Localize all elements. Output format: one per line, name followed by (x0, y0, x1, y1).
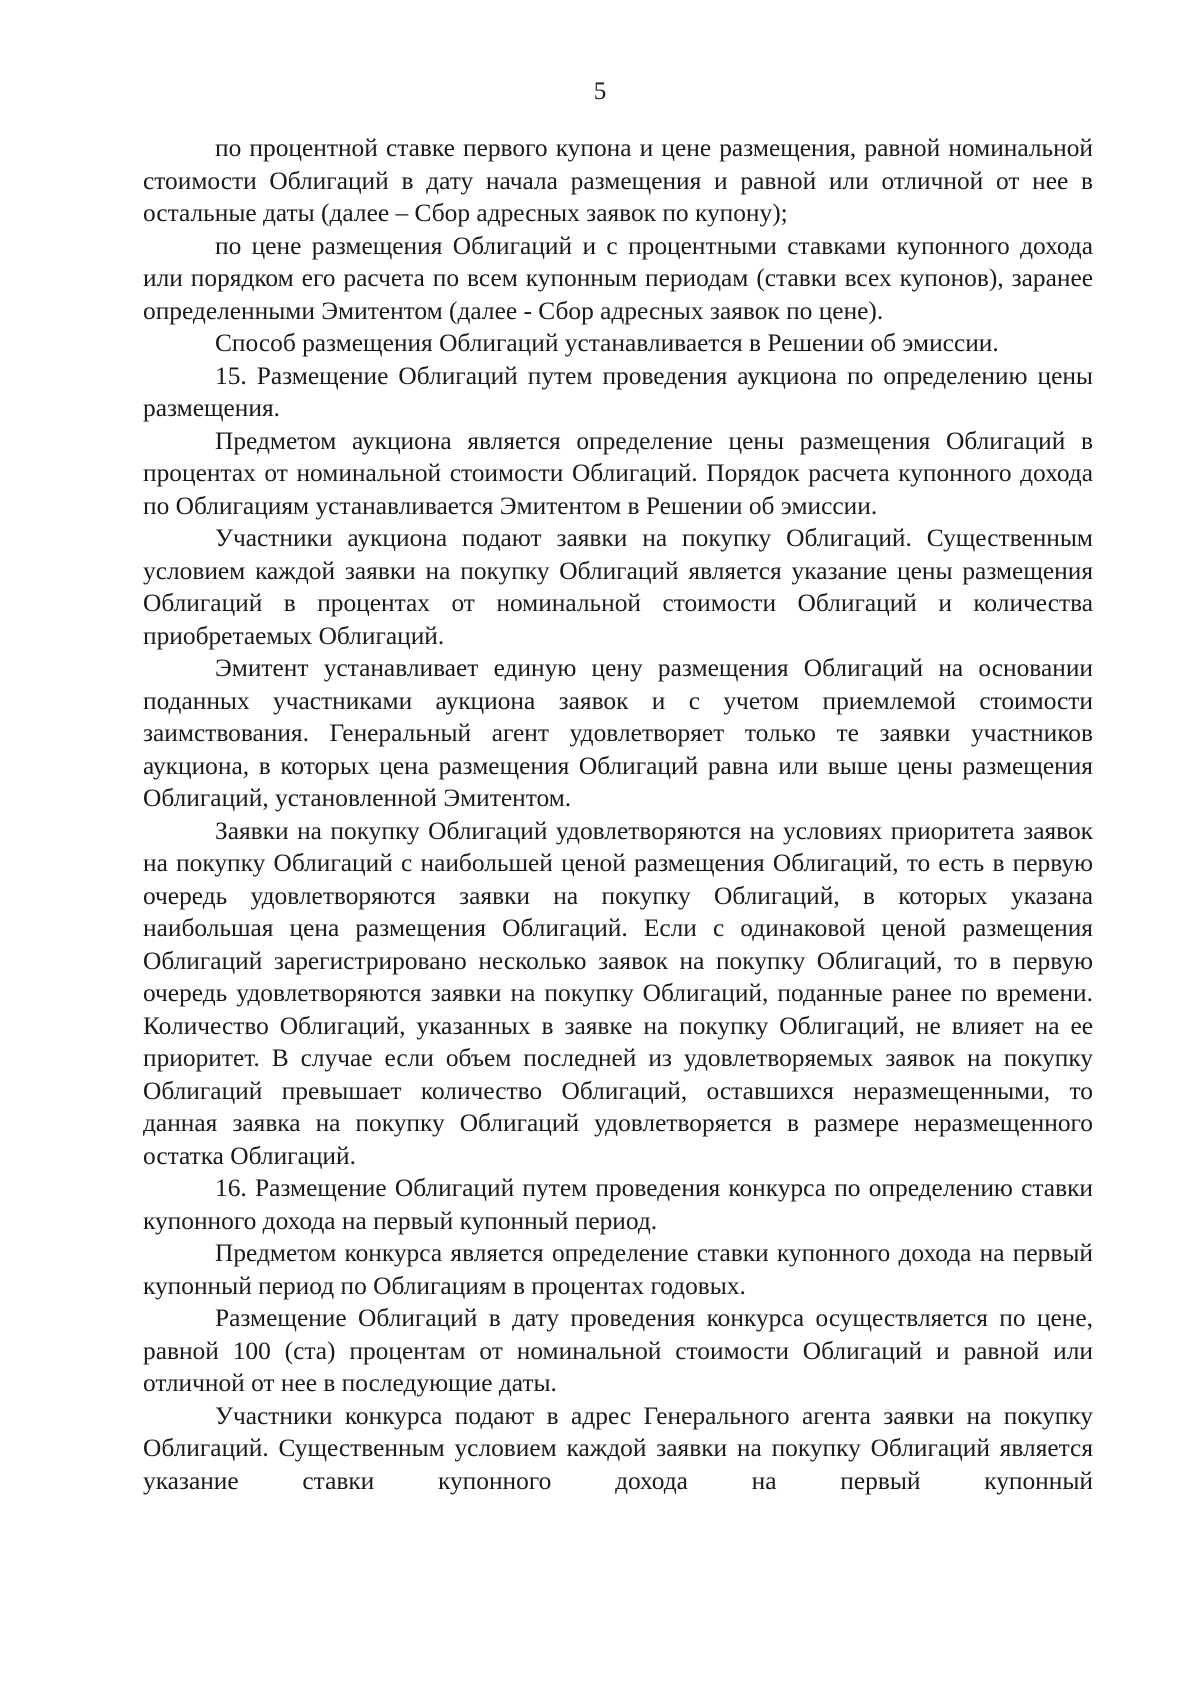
paragraph-placement-method: Способ размещения Облигаций устанавливается в Решении об эмиссии. (215, 329, 999, 357)
paragraph-section-16-heading: 16. Размещение Облигаций путем проведения конкурса по определению ставки купонного дохода на первый купонный период. (143, 1174, 1093, 1235)
page-number: 5 (593, 78, 607, 105)
paragraph-bid-priority: Заявки на покупку Облигаций удовлетворяются на условиях приоритета заявок на покупку Облигаций с наибольшей ценой размещения Облигаций, то есть в первую очередь удовлетворяются заявки на покупку Облигаций, в которых указана наибольшая цена размещения Облигаций. Если с одинаковой ценой размещения Облигаций зарегистрировано несколько заявок на покупку Облигаций, то в первую очередь удовлетворяются заявки на покупку Облигаций, поданные ранее по времени. Количество Облигаций, указанных в заявке на покупку Облигаций, не влияет на ее приоритет. В случае если объем последней из удовлетворяемых заявок на покупку Облигаций превышает количество Облигаций, оставшихся неразмещенными, то данная заявка на покупку Облигаций удовлетворяется в размере неразмещенного остатка Облигаций. (143, 816, 1093, 1170)
document-body (143, 132, 1093, 1497)
paragraph-issuer-price: Эмитент устанавливает единую цену размещения Облигаций на основании поданных участниками аукциона заявок и с учетом приемлемой стоимости заимствования. Генеральный агент удовлетворяет только те заявки участников аукциона, в которых цена размещения Облигаций равна или выше цены размещения Облигаций, установленной Эмитентом. (143, 654, 1093, 812)
paragraph-section-15-heading: 15. Размещение Облигаций путем проведения аукциона по определению цены размещения. (143, 361, 1093, 422)
paragraph-price-bids: по цене размещения Облигаций и с процентными ставками купонного дохода или порядком его расчета по всем купонным периодам (ставки всех купонов), заранее определенными Эмитентом (далее - Сбор адресных заявок по цене). (143, 231, 1093, 325)
paragraph-coupon-rate-bids: по процентной ставке первого купона и цене размещения, равной номинальной стоимости Облигаций в дату начала размещения и равной или отличной от нее в остальные даты (далее – Сбор адресных заявок по купону); (143, 134, 1093, 227)
paragraph-contest-subject: Предметом конкурса является определение ставки купонного дохода на первый купонный период по Облигациям в процентах годовых. (143, 1239, 1093, 1300)
paragraph-auction-subject: Предметом аукциона является определение цены размещения Облигаций в процентах от номинальной стоимости Облигаций. Порядок расчета купонного дохода по Облигациям устанавливается Эмитентом в Решении об эмиссии. (143, 426, 1093, 520)
paragraph-auction-participants: Участники аукциона подают заявки на покупку Облигаций. Существенным условием каждой заявки на покупку Облигаций является указание цены размещения Облигаций в процентах от номинальной стоимости Облигаций и количества приобретаемых Облигаций. (143, 524, 1093, 650)
paragraph-contest-placement-price: Размещение Облигаций в дату проведения конкурса осуществляется по цене, равной 100 (ста) процентам от номинальной стоимости Облигаций и равной или отличной от нее в последующие даты. (143, 1304, 1093, 1397)
paragraph-contest-participants: Участники конкурса подают в адрес Генерального агента заявки на покупку Облигаций. Существенным условием каждой заявки на покупку Облигаций является указание ставки купонного дохода на первый купонный (143, 1401, 1093, 1495)
